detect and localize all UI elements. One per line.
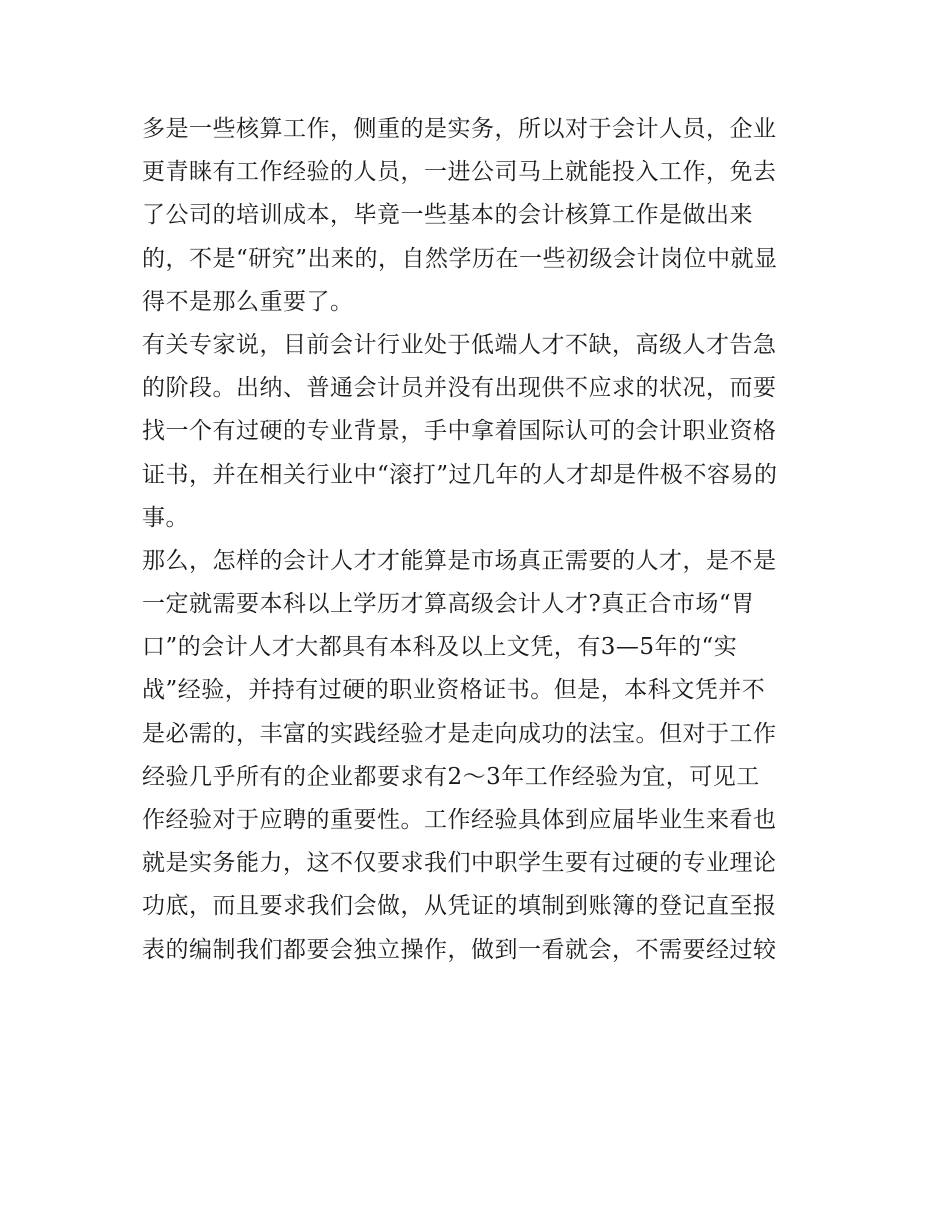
text-line: 表的编制我们都要会独立操作，做到一看就会，不需要经过较: [142, 936, 777, 963]
text-line: 作经验对于应聘的重要性。工作经验具体到应届毕业生来看也: [142, 807, 777, 833]
text-line: 那么，怎样的会计人才才能算是市场真正需要的人才，是不是: [142, 547, 777, 574]
text-line: 经验几乎所有的企业都要求有2～3年工作经验为宜，可见工: [142, 763, 760, 790]
text-line: 战”经验，并持有过硬的职业资格证书。但是，本科文凭并不: [142, 677, 766, 704]
text-line: 一定就需要本科以上学历才算高级会计人才?真正合市场“胃: [142, 591, 755, 618]
text-line: 了公司的培训成本，毕竟一些基本的会计核算工作是做出来: [142, 202, 753, 229]
text-line: 找一个有过硬的专业背景，手中拿着国际认可的会计职业资格: [142, 418, 777, 445]
text-line: 的，不是“研究”出来的，自然学历在一些初级会计岗位中就显: [142, 245, 778, 272]
text-line: 更青睐有工作经验的人员，一进公司马上就能投入工作，免去: [142, 159, 777, 186]
text-line: 证书，并在相关行业中“滚打”过几年的人才却是件极不容易的: [142, 461, 778, 488]
text-line: 得不是那么重要了。: [142, 288, 354, 315]
text-line: 事。: [142, 504, 189, 531]
text-line: 功底，而且要求我们会做，从凭证的填制到账簿的登记直至报: [142, 893, 777, 920]
text-line: 多是一些核算工作，侧重的是实务，所以对于会计人员，企业: [142, 116, 777, 142]
text-line: 口”的会计人才大都具有本科及以上文凭，有3—5年的“实: [142, 634, 738, 661]
text-line: 有关专家说，目前会计行业处于低端人才不缺，高级人才告急: [142, 331, 777, 358]
text-line: 就是实务能力，这不仅要求我们中职学生要有过硬的专业理论: [142, 850, 777, 877]
body-text: [142, 108, 822, 972]
text-line: 的阶段。出纳、普通会计员并没有出现供不应求的状况，而要: [142, 375, 777, 402]
text-line: 是必需的，丰富的实践经验才是走向成功的法宝。但对于工作: [142, 720, 777, 747]
